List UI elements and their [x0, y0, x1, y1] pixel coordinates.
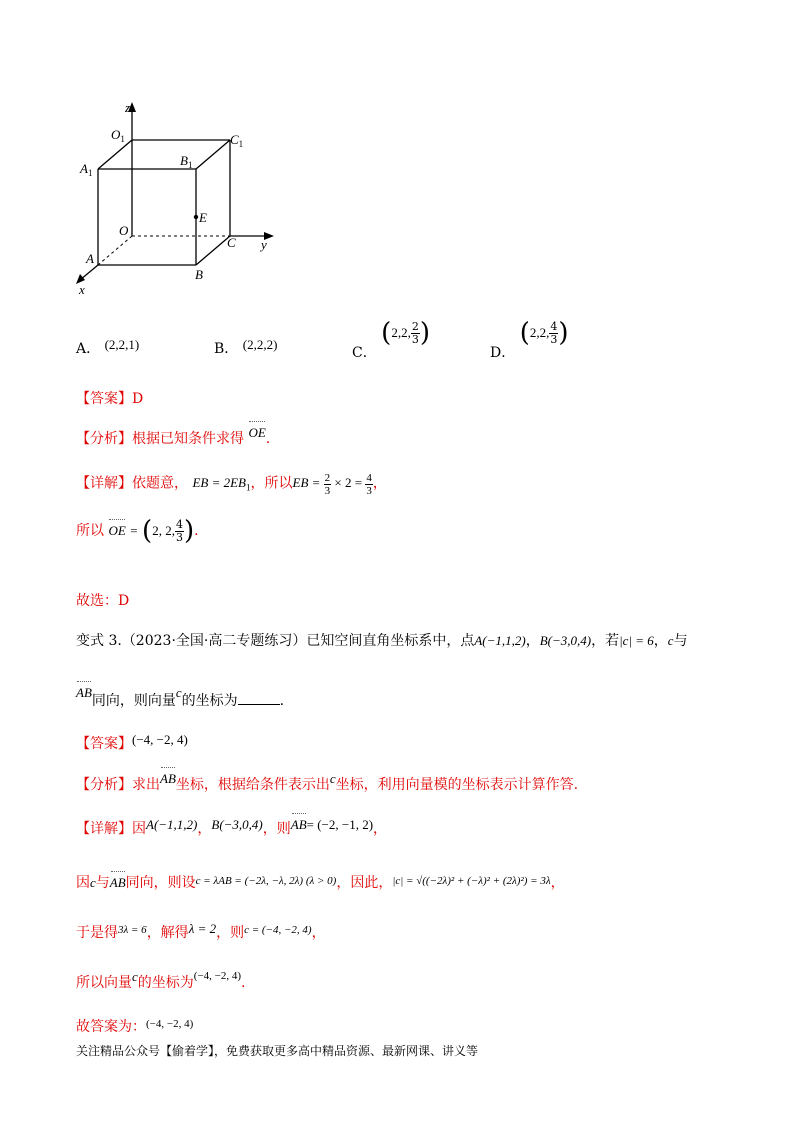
label-O: O	[119, 223, 129, 238]
q3-detail-line3: 于是得$^{3\lambda = 6}$，解得λ = 2，则$^{c = (-4, -2, 4)}$，	[76, 921, 326, 941]
option-d[interactable]: D． (2,2, $\frac{4}{3}$ )	[490, 318, 569, 361]
option-c-prefix: 2,2,	[391, 325, 411, 340]
option-a-label: A．	[76, 341, 101, 357]
label-E: E	[199, 210, 207, 225]
option-d-label: D．	[490, 345, 516, 361]
option-c-fraction: $\frac{2}{3}$	[411, 319, 419, 346]
label-A1: $A_1$	[80, 161, 93, 178]
option-b-label: B．	[214, 341, 239, 357]
point-E	[194, 215, 198, 219]
label-B1: $B_1$	[180, 153, 193, 170]
cube-figure	[70, 98, 290, 298]
q3-detail: 【详解】因A(−1,1,2)，B(−3,0,4)，则AB= (−2, −1, 2)，	[76, 817, 388, 837]
label-B: B	[195, 267, 203, 282]
edge-O1A1	[98, 140, 132, 169]
edge-B1C1	[196, 140, 230, 169]
vector-AB: AB	[76, 685, 92, 700]
q3-stem: 变式 3.（2023·全国·高二专题练习）已知空间直角坐标系中，点A(−1,1,2)，B(−3,0,4)，若|c| = 6，c与	[76, 633, 688, 649]
label-A: A	[86, 251, 94, 266]
label-C: C	[227, 235, 236, 250]
label-C1: $C_1$	[230, 132, 244, 149]
q2-choice: 故选：D	[76, 593, 130, 609]
q2-detail-line2: 所以 OE = (2, 2, $\frac{4}{3}$ ).	[76, 516, 199, 546]
answer-blank[interactable]	[238, 692, 280, 705]
label-y: y	[261, 237, 267, 252]
label-x: x	[79, 282, 85, 297]
option-b[interactable]	[214, 338, 277, 358]
q3-stem-line2: AB同向，则向量c的坐标为 .	[76, 685, 285, 709]
q3-answer: 【答案】(−4, −2, 4)	[76, 732, 188, 752]
footer-note: 关注精品公众号【偷着学】，免费获取更多高中精品资源、最新网课、讲义等	[76, 1044, 479, 1058]
option-c-label: C．	[352, 345, 377, 361]
q3-detail-line2: 因c与AB同向，则设$^{c = \lambda AB = (-2\lambda, -\lambda, 2\lambda) (\lambda > 0)}$，因此，$^{|c| = √((-2\lambda)^2 + (-\lambda)^2 + (2\lambda)^2) = 3\lambda}$，	[76, 875, 565, 891]
label-z: z	[125, 100, 131, 115]
point-B: B(−3,0,4)	[539, 633, 592, 648]
q3-analysis: 【分析】求出AB坐标，根据给条件表示出c坐标，利用向量模的坐标表示计算作答.	[76, 771, 579, 793]
eq-EB-value: EB = $\frac{2}{3}$ × 2 = $\frac{4}{3}$	[292, 472, 372, 497]
option-a-value: (2,2,1)	[104, 337, 140, 352]
point-A: A(−1,1,2)	[474, 633, 526, 648]
vector-OE: OE	[248, 425, 266, 440]
q2-answer: 【答案】D	[76, 391, 144, 407]
q3-detail-line4: 所以向量c的坐标为$^{(-4, -2, 4)}$.	[76, 969, 246, 991]
q2-analysis: 【分析】根据已知条件求得 OE.	[76, 425, 271, 447]
x-axis-hidden	[98, 236, 132, 265]
q3-final-answer: 故答案为：$^{(-4, -2, 4)}$	[76, 1018, 194, 1035]
label-O1: $O_1$	[111, 127, 125, 144]
option-b-value: (2,2,2)	[242, 337, 278, 352]
option-a[interactable]	[76, 338, 139, 358]
option-d-fraction: $\frac{4}{3}$	[550, 319, 558, 346]
option-d-prefix: 2,2,	[529, 325, 550, 340]
norm-c: |c| = 6	[619, 633, 654, 648]
q2-detail: 【详解】依题意， EB = $2EB_1$，所以EB = $\frac{2}{3}$ × 2 = $\frac{4}{3}$ ，	[76, 472, 387, 497]
vector-OE-2: OE	[108, 523, 126, 538]
edge-BC	[196, 236, 230, 265]
option-c[interactable]: C． (2,2, $\frac{2}{3}$ )	[352, 318, 430, 361]
eq-EB: EB = $2EB_1$	[192, 475, 251, 494]
